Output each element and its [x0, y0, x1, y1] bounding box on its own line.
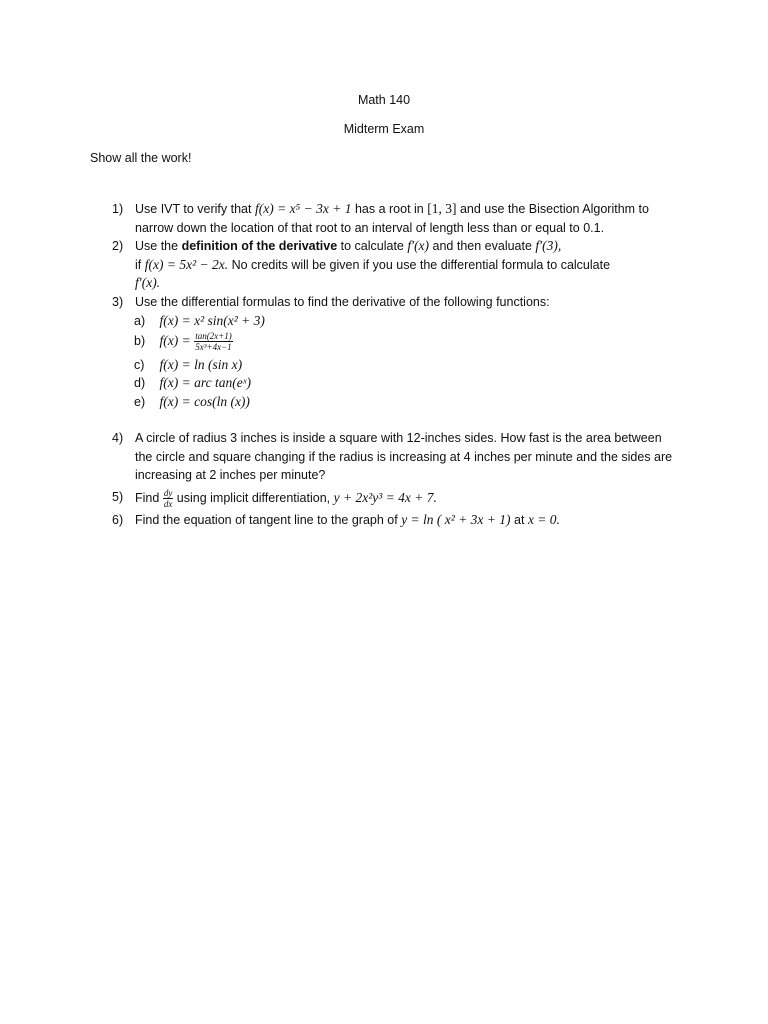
- q5-equation: y + 2x²y³ = 4x + 7.: [333, 489, 437, 505]
- part-expression: f(x) = ln (sin x): [159, 357, 243, 372]
- part-label: a): [134, 314, 146, 328]
- question-number: 5): [112, 490, 124, 504]
- q5-fraction: [163, 488, 174, 509]
- exam-title: Midterm Exam: [343, 122, 425, 136]
- fraction-numerator: tan(2x+1): [195, 331, 232, 341]
- q6-function: y = ln ( x² + 3x + 1): [401, 512, 511, 527]
- question-2: [112, 237, 692, 293]
- q2-text-a: Use the: [135, 239, 179, 253]
- q1-text-a: Use IVT to verify that: [135, 202, 252, 216]
- q5-text-a: Find: [135, 490, 160, 505]
- q1-text-b: has a root in: [354, 202, 424, 216]
- question-number: 4): [112, 431, 124, 445]
- q3-part-d: [134, 374, 251, 393]
- part-label: d): [134, 376, 146, 390]
- q3-part-e: [134, 393, 250, 412]
- q2-derivative: f′(x): [407, 238, 430, 253]
- part-fraction: [194, 331, 233, 352]
- q5-text-b: using implicit differentiation,: [176, 490, 331, 505]
- question-6: [112, 511, 692, 530]
- q4-line3: increasing at 2 inches per minute?: [135, 468, 326, 482]
- question-number: 6): [112, 513, 124, 527]
- q3-part-a: [134, 312, 265, 331]
- question-5: [112, 488, 692, 509]
- q3-text: Use the differential formulas to find the derivative of the following functions:: [135, 295, 550, 309]
- question-number: 1): [112, 202, 124, 216]
- q4-line2: the circle and square changing if the radius is increasing at 4 inches per minute and the sides are: [135, 449, 673, 464]
- q4-line1: A circle of radius 3 inches is inside a square with 12-inches sides. How fast is the area between: [135, 431, 662, 445]
- question-1: [112, 200, 692, 237]
- question-number: 2): [112, 239, 124, 253]
- question-3: [112, 293, 692, 312]
- instructions: Show all the work!: [90, 151, 192, 165]
- question-4: [112, 429, 692, 485]
- q2-text-d: if: [135, 257, 142, 272]
- part-expression: f(x) = x² sin(x² + 3): [159, 313, 265, 328]
- q2-text-c: and then evaluate: [432, 239, 532, 253]
- fraction-numerator: dy: [163, 488, 173, 498]
- part-expression: f(x) = arc tan(eˣ): [159, 375, 251, 390]
- part-expression: f(x) = cos(ln (x)): [159, 394, 250, 409]
- q1-line2: narrow down the location of that root to an interval of length less than or equal to 0.1.: [135, 220, 605, 235]
- q6-text-a: Find the equation of tangent line to the graph of: [135, 513, 398, 527]
- part-label: c): [134, 358, 145, 372]
- q1-function: f(x) = x⁵ − 3x + 1: [254, 201, 352, 216]
- part-label: e): [134, 395, 146, 409]
- q2-bold-term: definition of the derivative: [181, 239, 338, 253]
- q2-text-e: No credits will be given if you use the differential formula to calculate: [231, 257, 611, 272]
- question-number: 3): [112, 295, 124, 309]
- part-label: b): [134, 333, 146, 348]
- q6-point: x = 0.: [527, 512, 560, 527]
- q1-interval: [1, 3]: [427, 201, 457, 216]
- q3-part-b: [134, 331, 233, 352]
- q3-part-c: [134, 356, 242, 375]
- q2-text-b: to calculate: [340, 239, 404, 253]
- q2-derivative-end: f′(x).: [135, 275, 161, 290]
- fraction-denominator: dx: [163, 499, 173, 509]
- fraction-denominator: 5x³+4x−1: [195, 342, 232, 352]
- q6-text-b: at: [514, 513, 525, 527]
- q2-function: f(x) = 5x² − 2x.: [144, 256, 229, 272]
- q2-evaluate: f′(3),: [535, 238, 562, 253]
- q1-text-c: and use the Bisection Algorithm to: [459, 202, 649, 216]
- course-title: Math 140: [357, 93, 411, 107]
- part-lhs: f(x) =: [159, 332, 191, 348]
